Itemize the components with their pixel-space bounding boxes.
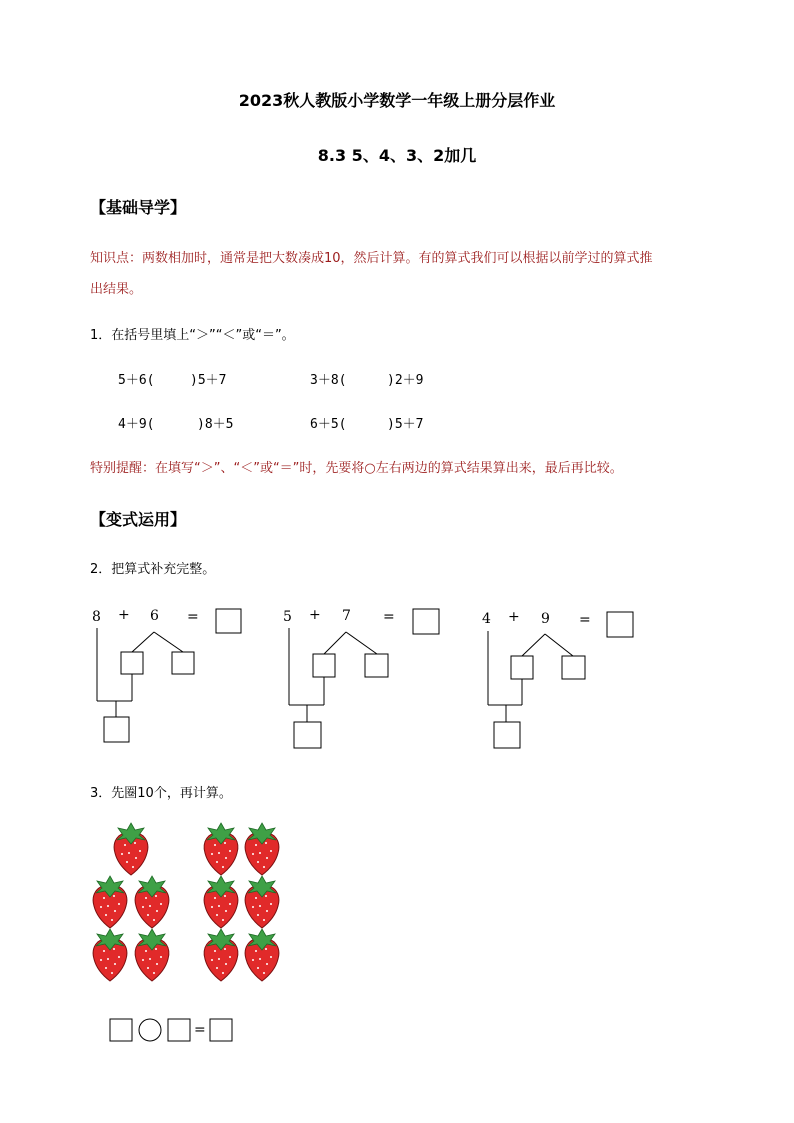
diagram-2-sum-box[interactable] — [294, 722, 321, 748]
diagram-2-split-box-2[interactable] — [365, 654, 388, 677]
expression-1-left: 5＋6( — [118, 373, 155, 388]
diagram-1-split-box-1[interactable] — [121, 652, 143, 674]
section-heading-variation: 【变式运用】 — [90, 510, 187, 529]
strawberry-icon — [135, 929, 169, 981]
strawberry-icon — [93, 929, 127, 981]
equation-result-box[interactable] — [210, 1019, 232, 1041]
diagram-3-sum-box[interactable] — [494, 722, 520, 748]
question-2-prompt: 2．把算式补充完整。 — [90, 562, 216, 577]
diagram-1-sum-box[interactable] — [104, 717, 129, 742]
diagram-2-addend-a: 5 — [283, 609, 292, 625]
diagram-3-result-box[interactable] — [607, 612, 633, 637]
diagram-1-plus: + — [118, 607, 130, 623]
expression-4-left: 6＋5( — [310, 417, 347, 432]
diagram-1-equals: = — [187, 609, 199, 625]
diagram-3-branch-left — [522, 634, 545, 656]
diagram-2-split-box-1[interactable] — [313, 654, 335, 677]
diagram-3-split-box-2[interactable] — [562, 656, 585, 679]
equation-box-2[interactable] — [168, 1019, 190, 1041]
strawberry-icon — [135, 876, 169, 928]
diagram-3-plus: + — [508, 609, 520, 625]
expression-3-left: 4＋9( — [118, 417, 155, 432]
diagram-2-branch-right — [346, 632, 377, 654]
page-title: 2023秋人教版小学数学一年级上册分层作业 — [238, 91, 556, 110]
equation-operator-circle[interactable] — [139, 1019, 161, 1041]
special-reminder: 特别提醒：在填写“＞”、“＜”或“＝”时，先要将○左右两边的算式结果算出来，最后再比较。 — [90, 461, 623, 476]
diagram-3-branch-right — [545, 634, 573, 656]
diagram-3-addend-a: 4 — [482, 611, 491, 627]
diagram-1-addend-a: 8 — [92, 609, 101, 625]
expression-2-left: 3＋8( — [310, 373, 347, 388]
diagram-2-branch-left — [324, 632, 346, 654]
knowledge-line-1: 知识点：两数相加时，通常是把大数凑成10，然后计算。有的算式我们可以根据以前学过的算式推 — [90, 251, 653, 266]
expression-3-right: )8＋5 — [197, 417, 234, 432]
strawberry-icon — [245, 929, 279, 981]
strawberry-icon — [114, 823, 148, 875]
expression-1-right: )5＋7 — [190, 373, 227, 388]
equation-box-1[interactable] — [110, 1019, 132, 1041]
knowledge-line-2: 出结果。 — [90, 282, 143, 297]
expression-2-right: )2＋9 — [387, 373, 424, 388]
diagram-1-result-box[interactable] — [216, 609, 241, 633]
strawberry-icon — [204, 876, 238, 928]
expression-4-right: )5＋7 — [387, 417, 424, 432]
equation-equals-sign: = — [194, 1022, 206, 1038]
diagram-2-addend-b: 7 — [342, 608, 351, 624]
section-heading-basic: 【基础导学】 — [90, 198, 187, 217]
strawberry-icon — [93, 876, 127, 928]
diagram-2-plus: + — [309, 607, 321, 623]
diagram-3-split-box-1[interactable] — [511, 656, 533, 679]
strawberry-icon — [204, 929, 238, 981]
diagram-3-equals: = — [579, 612, 591, 628]
diagram-1-branch-left — [132, 632, 154, 652]
diagram-3-addend-b: 9 — [541, 611, 550, 627]
diagram-2-equals: = — [383, 609, 395, 625]
page-subtitle: 8.3 5、4、3、2加几 — [317, 146, 477, 165]
strawberry-icon — [245, 876, 279, 928]
diagram-1-split-box-2[interactable] — [172, 652, 194, 674]
question-1-prompt: 1．在括号里填上“＞”“＜”或“＝”。 — [90, 328, 295, 343]
diagram-2-result-box[interactable] — [413, 609, 439, 634]
diagram-1-addend-b: 6 — [150, 608, 159, 624]
question-3-prompt: 3．先圈10个，再计算。 — [90, 786, 232, 801]
diagram-1-branch-right — [154, 632, 183, 652]
strawberry-icon — [245, 823, 279, 875]
strawberry-icon — [204, 823, 238, 875]
